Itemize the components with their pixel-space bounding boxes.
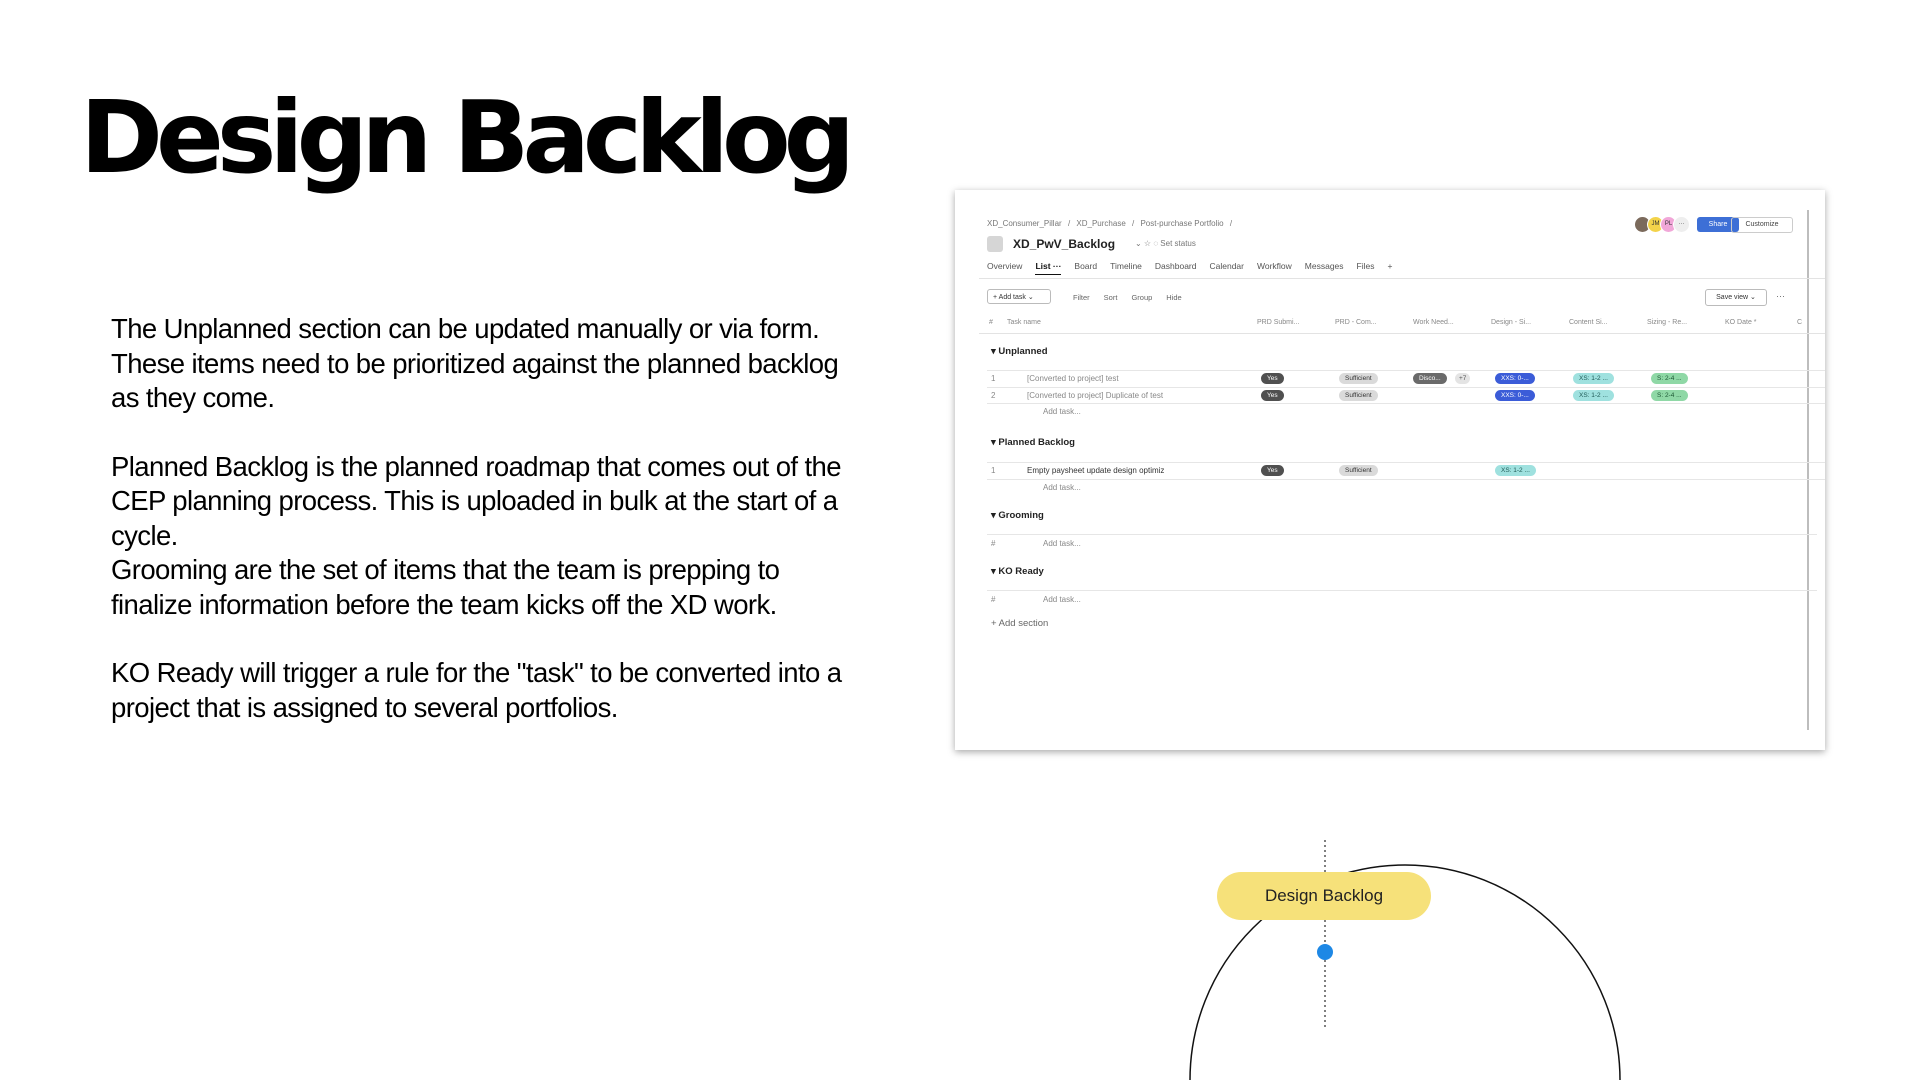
tab-overview[interactable]: Overview [987,261,1023,271]
customize-button[interactable]: Customize [1731,217,1793,233]
add-task-link[interactable]: Add task... [1043,483,1081,492]
status-badge[interactable]: Sufficient [1339,465,1378,476]
status-badge[interactable]: XXS: 0-... [1495,373,1535,384]
scrollbar[interactable] [1807,210,1809,730]
chevron-down-icon[interactable]: ▾ [991,346,999,357]
section-title: Grooming [998,510,1044,521]
column-header[interactable]: PRD Submi... [1257,319,1300,326]
column-header[interactable]: Sizing - Re... [1647,319,1688,326]
chevron-down-icon[interactable]: ▾ [991,510,999,521]
breadcrumb-item[interactable]: XD_Purchase [1076,219,1126,228]
status-badge[interactable]: XS: 1-2 ... [1573,390,1614,401]
divider [987,387,1825,388]
divider [987,479,1825,480]
desc-line: Grooming are the set of items that the team is prepping to [111,554,780,585]
description [111,312,851,725]
section-title: Unplanned [998,346,1048,357]
divider [979,333,1825,334]
status-badge[interactable]: Sufficient [1339,373,1378,384]
chevron-down-icon[interactable]: ▾ [991,566,999,577]
more-tags-badge[interactable]: +7 [1455,373,1470,384]
status-badge[interactable]: XS: 1-2 ... [1495,465,1536,476]
status-badge[interactable]: XXS: 0-... [1495,390,1535,401]
desc-line: as they come. [111,382,275,413]
filter-button[interactable]: Filter [1073,293,1090,302]
desc-line: project that is assigned to several portfolios. [111,691,618,723]
desc-line: The Unplanned section can be updated manually or via form. [111,313,820,344]
status-badge[interactable]: S: 2-4 ... [1651,373,1688,384]
row-number: 1 [991,374,996,383]
avatar-more: ··· [1673,216,1690,233]
desc-line: KO Ready will trigger a rule for the "task" to be converted into a [111,657,842,688]
row-hash: # [991,539,996,548]
row-number: 1 [991,466,996,475]
tab-calendar[interactable]: Calendar [1209,261,1244,271]
more-options-icon[interactable]: ··· [1776,291,1785,301]
breadcrumb-item[interactable]: Post-purchase Portfolio [1140,219,1224,228]
divider [987,534,1817,535]
add-tab-icon[interactable]: + [1387,261,1393,271]
divider [979,278,1825,279]
hide-button[interactable]: Hide [1166,293,1182,302]
desc-line: cycle. [111,519,178,551]
section-grooming[interactable] [991,510,1044,521]
tab-timeline[interactable]: Timeline [1110,261,1142,271]
divider [987,590,1817,591]
breadcrumb-separator: / [1229,219,1233,228]
desc-line: These items need to be prioritized against the planned backlog [111,347,839,379]
desc-line: finalize information before the team kicks off the XD work. [111,588,777,620]
status-badge[interactable]: Disco... [1413,373,1447,384]
add-task-button[interactable]: + Add task ⌄ [987,289,1051,304]
add-section-button[interactable]: + Add section [991,618,1049,629]
stage-label: Design Backlog [1217,872,1431,920]
add-task-link[interactable]: Add task... [1043,539,1081,548]
tab-list[interactable]: List ··· [1035,261,1061,275]
desc-line: CEP planning process. This is uploaded in bulk at the start of a [111,485,838,516]
sort-button[interactable]: Sort [1103,293,1118,302]
list-tools [1073,293,1182,302]
share-button[interactable]: Share [1697,217,1739,232]
desc-line: Planned Backlog is the planned roadmap that comes out of the [111,450,841,482]
view-tabs [987,261,1392,275]
divider [987,403,1825,404]
status-badge[interactable]: Yes [1261,465,1284,476]
row-number: 2 [991,391,996,400]
member-avatars[interactable] [1638,216,1690,233]
tab-dashboard[interactable]: Dashboard [1154,261,1197,271]
section-planned-backlog[interactable] [991,437,1075,448]
column-header[interactable]: Task name [1007,319,1041,326]
section-title: KO Ready [998,566,1044,577]
add-task-link[interactable]: Add task... [1043,595,1081,604]
group-button[interactable]: Group [1131,293,1153,302]
row-hash: # [991,595,996,604]
task-name[interactable]: [Converted to project] Duplicate of test [1027,391,1164,400]
column-header[interactable]: C [1797,319,1803,326]
tab-files[interactable]: Files [1356,261,1375,271]
stage-marker-dot [1317,944,1333,960]
column-header[interactable]: Work Need... [1413,319,1454,326]
status-badge[interactable]: S: 2-4 ... [1651,390,1688,401]
status-badge[interactable]: XS: 1-2 ... [1573,373,1614,384]
column-header[interactable]: Content Si... [1569,319,1608,326]
breadcrumb-separator: / [1132,219,1135,228]
chevron-down-icon[interactable]: ▾ [991,437,999,448]
breadcrumb-separator: / [1067,219,1071,228]
column-header[interactable]: PRD - Com... [1335,319,1377,326]
status-badge[interactable]: Yes [1261,373,1284,384]
save-view-button[interactable]: Save view ⌄ [1705,289,1767,306]
breadcrumb-item[interactable]: XD_Consumer_Pillar [987,219,1062,228]
section-ko-ready[interactable] [991,566,1044,577]
project-list-icon [987,236,1003,252]
backlog-screenshot [955,190,1825,750]
column-header: # [989,319,993,326]
project-name[interactable]: XD_PwV_Backlog [1013,237,1116,251]
section-title: Planned Backlog [998,437,1075,448]
divider [987,370,1825,371]
avatar: PL [1660,216,1677,233]
section-unplanned[interactable] [991,346,1048,357]
status-badge[interactable]: Yes [1261,390,1284,401]
set-status-control[interactable]: ⌄ ☆ ◌ Set status [1135,239,1196,248]
tab-workflow[interactable]: Workflow [1257,261,1292,271]
breadcrumb [987,219,1236,228]
status-badge[interactable]: Sufficient [1339,390,1378,401]
column-header[interactable]: KO Date * [1725,319,1757,326]
tab-board[interactable]: Board [1074,261,1098,271]
task-name[interactable]: [Converted to project] test [1027,374,1119,383]
divider [987,462,1825,463]
add-task-link[interactable]: Add task... [1043,407,1081,416]
tab-messages[interactable]: Messages [1304,261,1344,271]
column-header[interactable]: Design - Si... [1491,319,1532,326]
avatar: JM [1647,216,1664,233]
task-name[interactable]: Empty paysheet update design optimiz [1027,466,1165,475]
slide-title: Design Backlog [80,79,849,196]
